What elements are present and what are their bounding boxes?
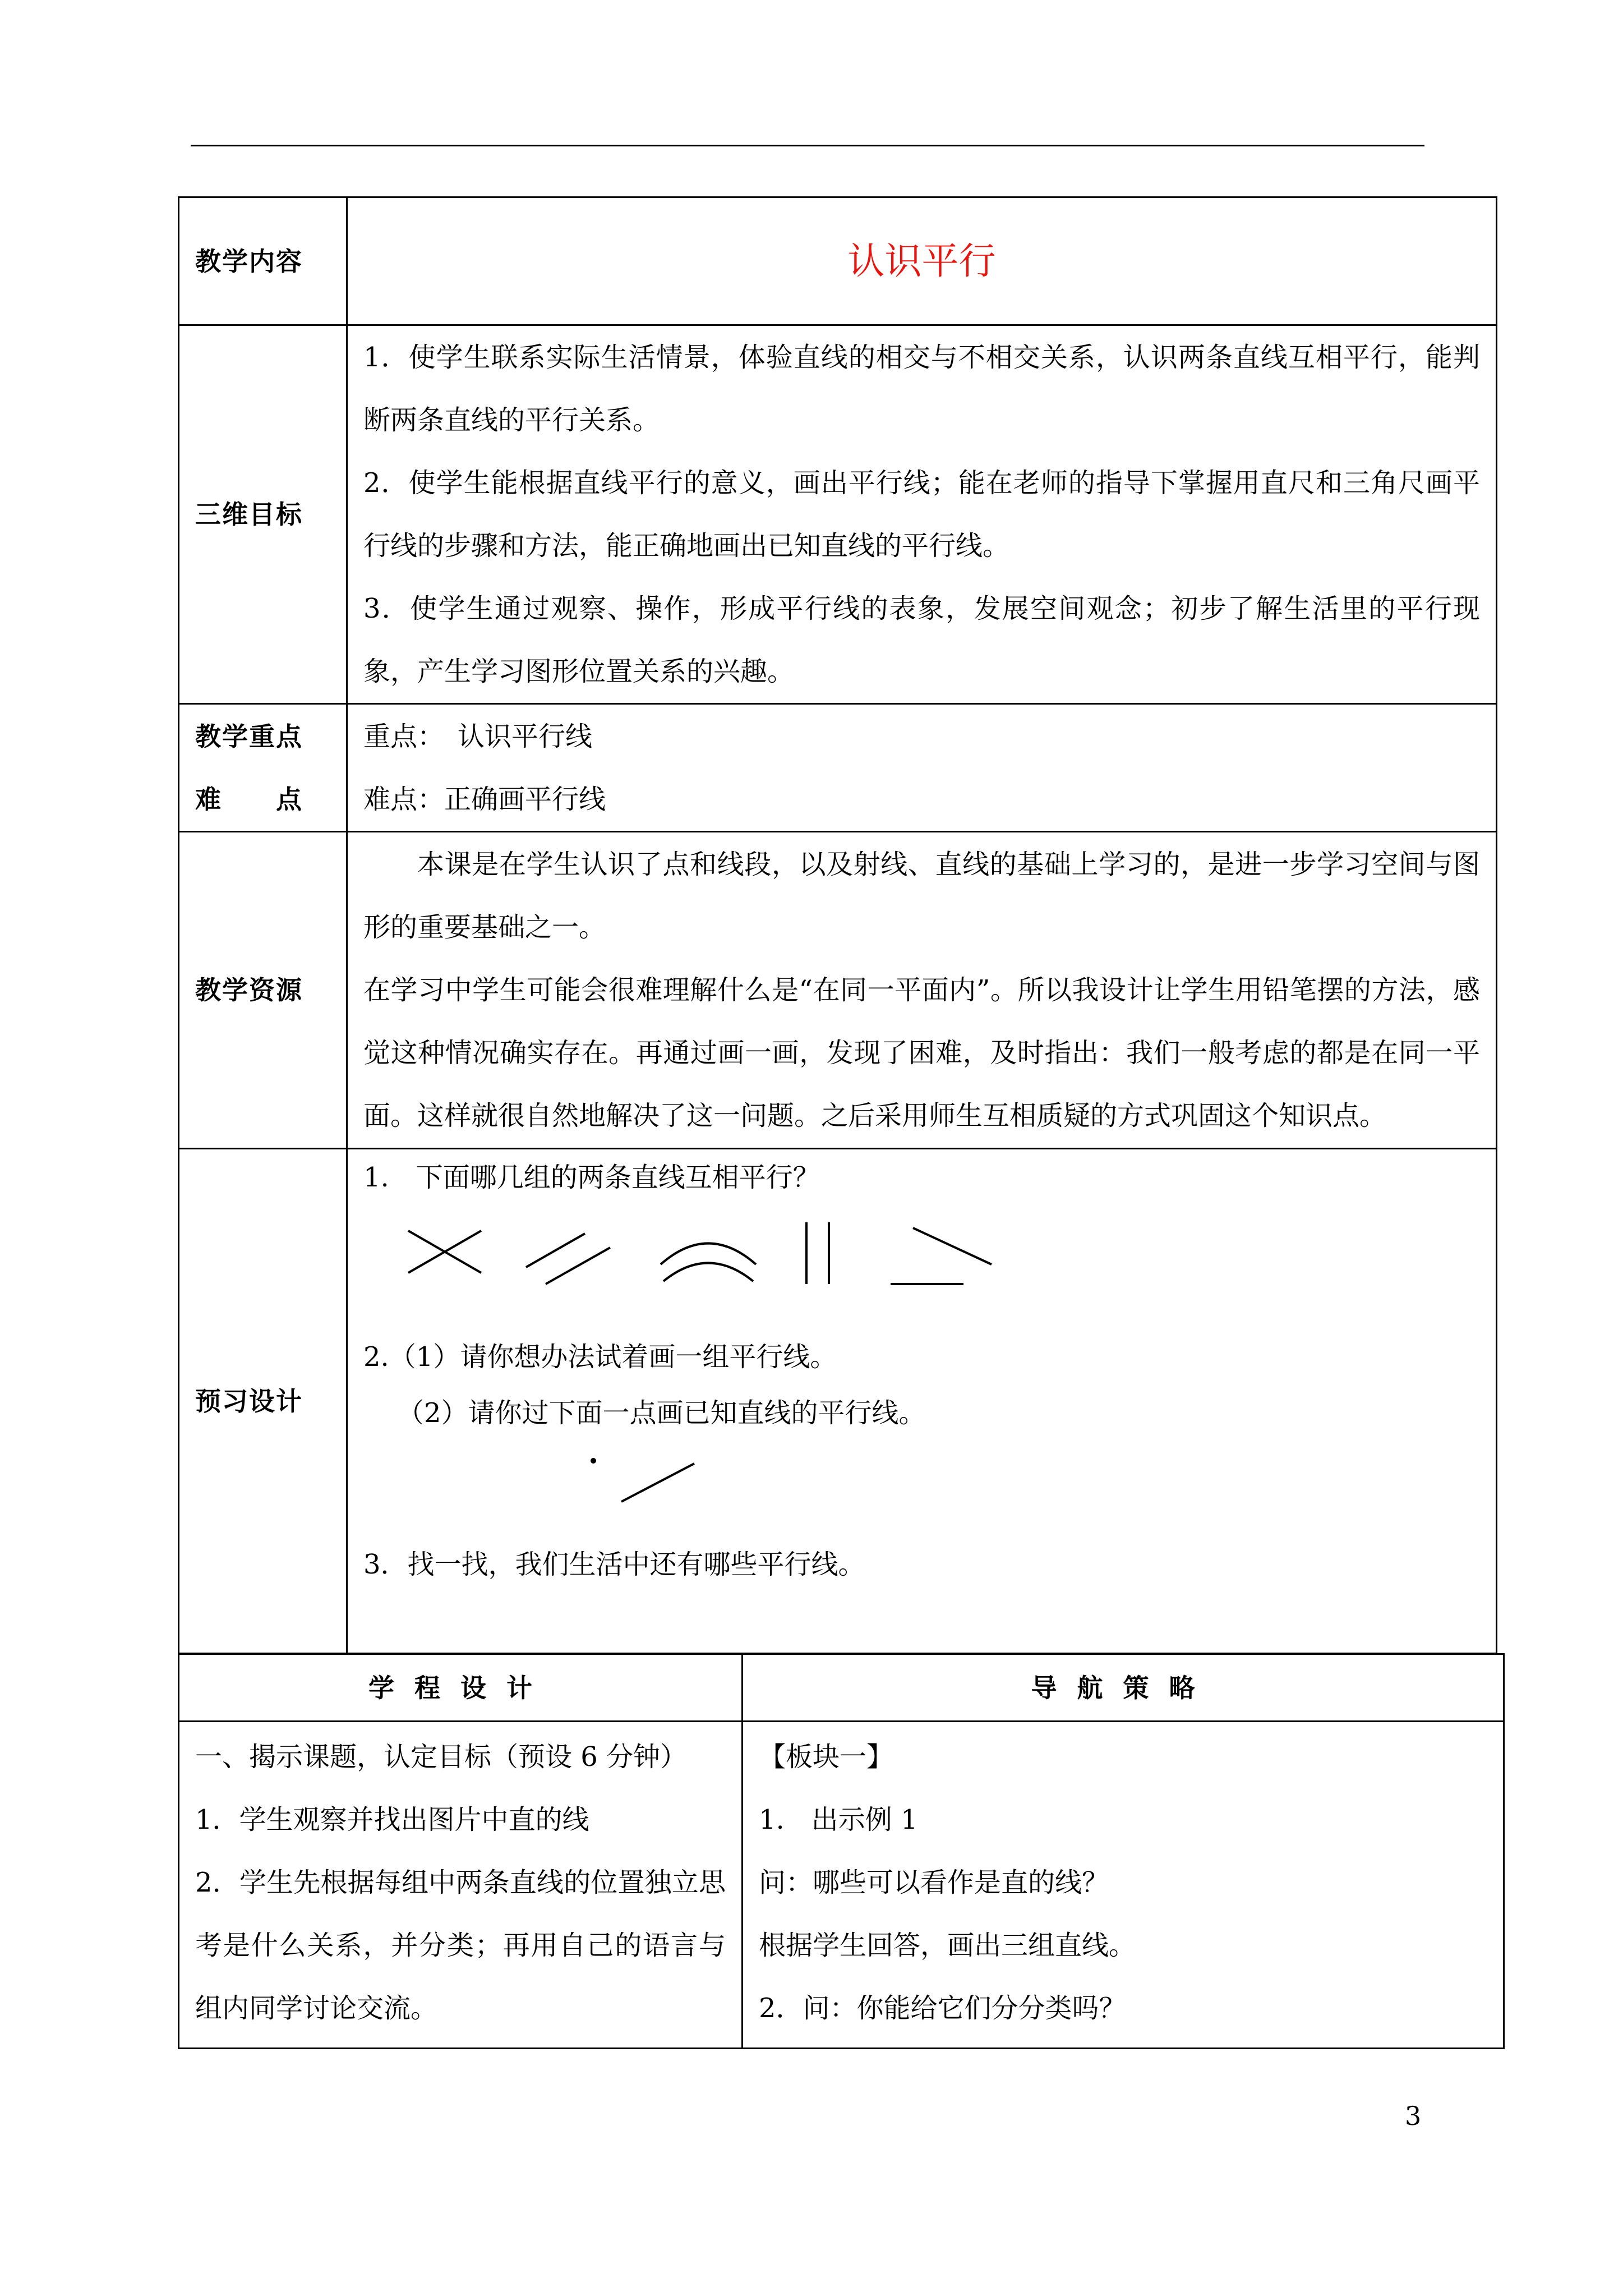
design-right-line: 根据学生回答，画出三组直线。 <box>759 1930 1136 1961</box>
curved-lines <box>661 1244 756 1282</box>
difficulty-point: 难点：正确画平行线 <box>363 783 606 815</box>
goal-item: 3．使学生通过观察、操作，形成平行线的表象，发展空间观念；初步了解生活里的平行现象，产生学习图形位置关系的兴趣。 <box>363 593 1480 687</box>
goal-item: 2．使学生能根据直线平行的意义，画出平行线；能在老师的指导下掌握用直尺和三角尺画平行线的步骤和方法，能正确地画出已知直线的平行线。 <box>363 467 1480 562</box>
goals-label: 三维目标 <box>179 325 347 704</box>
design-left-line: 一、揭示课题，认定目标（预设 6 分钟） <box>195 1741 688 1773</box>
design-right-header: 导航策略 <box>743 1654 1504 1722</box>
angled-lines <box>891 1228 992 1284</box>
key-difficulty-label <box>179 704 347 832</box>
crossing-lines <box>408 1231 481 1273</box>
preview-q2b: （2）请你过下面一点画已知直线的平行线。 <box>397 1397 926 1429</box>
content-label: 教学内容 <box>179 197 347 325</box>
difficulty-label: 难 点 <box>195 784 303 815</box>
given-line <box>621 1464 694 1502</box>
lesson-title: 认识平行 <box>347 197 1497 325</box>
goal-item: 1．使学生联系实际生活情景，体验直线的相交与不相交关系，认识两条直线互相平行，能判断两条直线的平行关系。 <box>363 342 1480 436</box>
preview-label: 预习设计 <box>179 1149 347 1654</box>
design-left-line: 2．学生先根据每组中两条直线的位置独立思考是什么关系，并分类；再用自己的语言与组内同学讨论交流。 <box>195 1867 726 2024</box>
design-left-header: 学程设计 <box>179 1654 743 1722</box>
parallel-vertical-lines <box>806 1222 829 1284</box>
design-left-cell <box>179 1722 743 2049</box>
given-point <box>591 1458 596 1464</box>
lesson-table <box>178 196 1497 1654</box>
design-right-cell <box>743 1722 1504 2049</box>
page-number: 3 <box>1405 2101 1422 2131</box>
preview-q2a: 2.（1）请你想办法试着画一组平行线。 <box>363 1341 837 1373</box>
header-rule <box>191 145 1424 146</box>
point-and-line-figure <box>577 1441 857 1514</box>
preview-q1: 1. 下面哪几组的两条直线互相平行？ <box>363 1162 820 1193</box>
parallel-slanted-lines <box>526 1234 610 1284</box>
preview-cell <box>347 1149 1497 1654</box>
key-difficulty-cell <box>347 704 1497 832</box>
design-right-line: 1. 出示例 1 <box>759 1804 918 1835</box>
key-label: 教学重点 <box>195 721 303 752</box>
resources-label: 教学资源 <box>179 832 347 1149</box>
design-left-line: 1．学生观察并找出图片中直的线 <box>195 1804 589 1835</box>
design-right-line: 问：哪些可以看作是直的线？ <box>759 1867 1109 1898</box>
resources-paragraph: 在学习中学生可能会很难理解什么是“在同一平面内”。所以我设计让学生用铅笔摆的方法，感觉这种情况确实存在。再通过画一画，发现了困难，及时指出：我们一般考虑的都是在同一平面。这样就很自然地解决了这一问题。之后采用师生互相质疑的方式巩固这个知识点。 <box>363 974 1480 1131</box>
design-right-line: 2．问：你能给它们分分类吗？ <box>759 1993 1126 2024</box>
design-table <box>178 1653 1505 2049</box>
preview-q3: 3．找一找，我们生活中还有哪些平行线。 <box>363 1549 865 1580</box>
resources-paragraph: 本课是在学生认识了点和线段，以及射线、直线的基础上学习的，是进一步学习空间与图形的重要基础之一。 <box>363 849 1480 943</box>
goals-cell <box>347 325 1497 704</box>
resources-cell <box>347 832 1497 1149</box>
design-right-line: 【板块一】 <box>759 1741 894 1773</box>
line-pairs-figure <box>397 1211 1126 1295</box>
key-point: 重点： 认识平行线 <box>363 720 593 752</box>
